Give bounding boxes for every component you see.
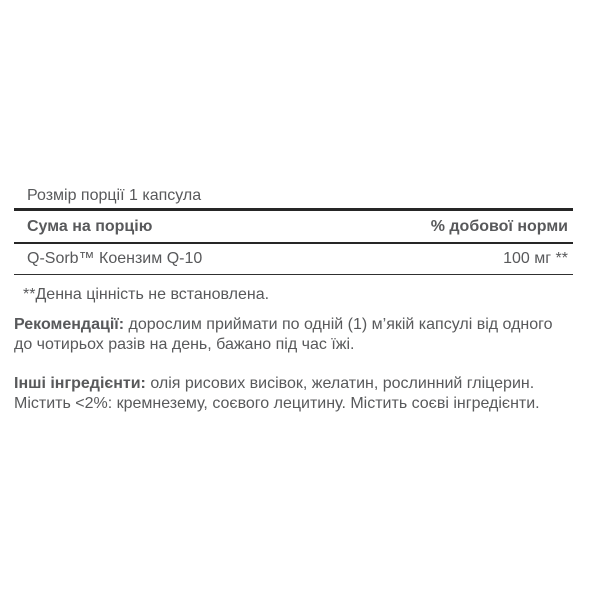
table-row xyxy=(14,244,573,274)
recommendations-title: Рекомендації: xyxy=(14,316,125,333)
ingredient-name: Q-Sorb™ Коензим Q-10 xyxy=(27,250,203,267)
recommendations-text: дорослим приймати по одній (1) м’якій капсулі від одного до чотирьох разів на день, бажано під час їжі. xyxy=(14,316,553,353)
daily-value-header: % добової норми xyxy=(430,217,568,235)
other-ingredients-text: олія рисових висівок, желатин, рослинний гліцерин. Містить <2%: кремнезему, соєвого лецитину. Містить соєві інгредієнти. xyxy=(14,375,540,412)
amount-per-serving-header: Сума на порцію xyxy=(27,217,153,235)
other-ingredients-title: Інші інгредієнти: xyxy=(14,375,146,392)
serving-size-text: Розмір порції 1 капсула xyxy=(27,187,202,204)
ingredient-amount: 100 мг ** xyxy=(503,250,568,267)
divider-bottom xyxy=(14,274,573,275)
other-ingredients-paragraph xyxy=(14,374,573,414)
daily-value-footnote: **Денна цінність не встановлена. xyxy=(23,286,270,303)
recommendations-paragraph xyxy=(14,315,573,355)
supplement-facts-label xyxy=(14,183,573,414)
table-header-row xyxy=(14,211,573,242)
